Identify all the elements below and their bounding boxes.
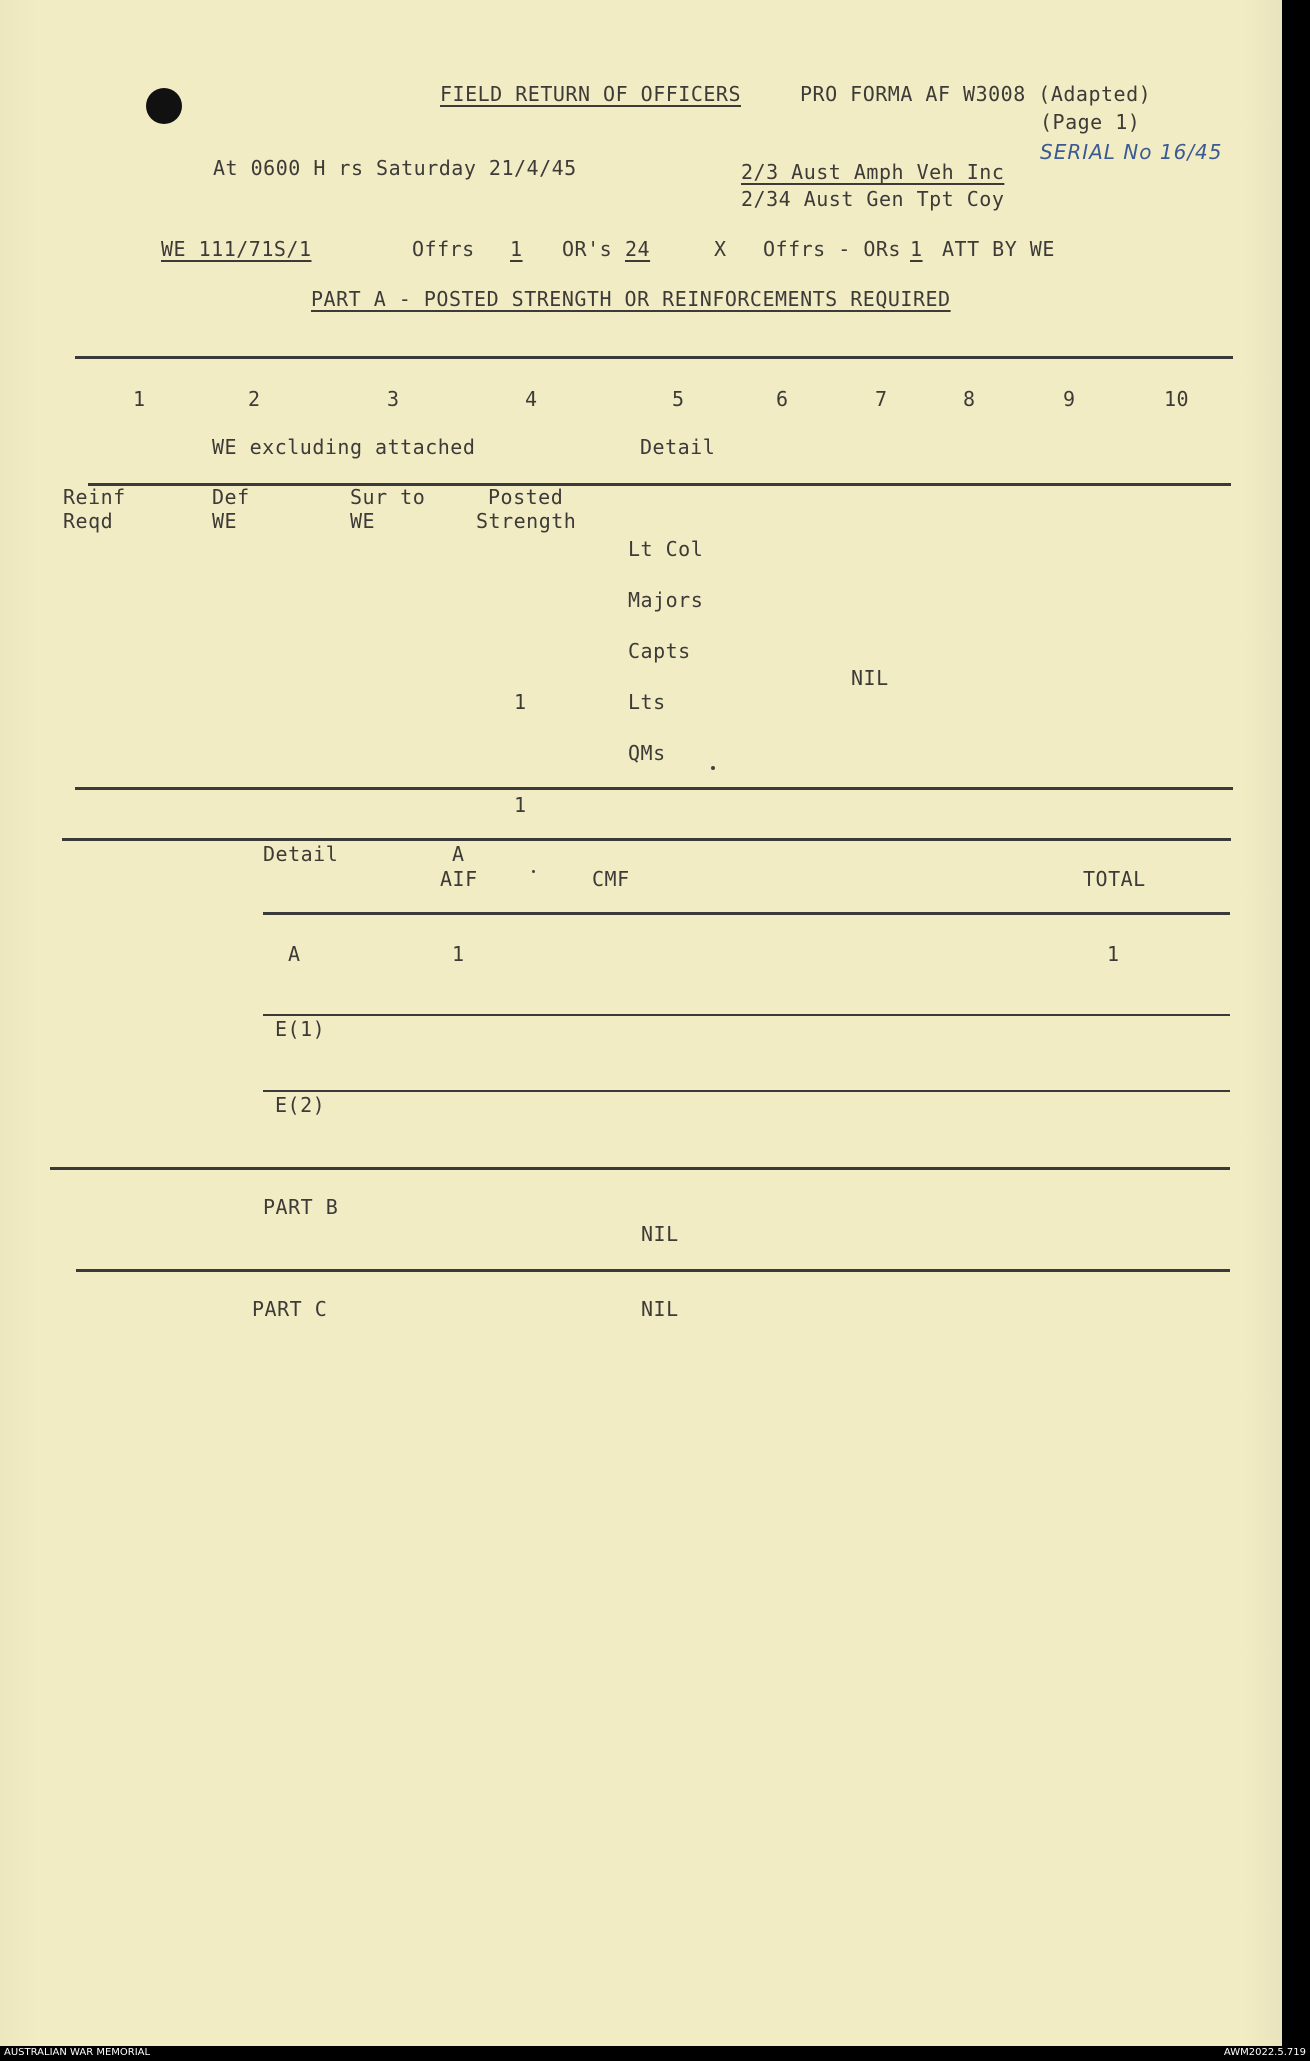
row-e1-label: E(1) (275, 1017, 326, 1041)
serial-number-handwritten: SERIAL No 16/45 (1040, 140, 1223, 164)
row-e2-label: E(2) (275, 1093, 326, 1117)
column-number-1: 1 (133, 387, 146, 411)
nil-marker: NIL (851, 666, 889, 690)
we-reference: WE 111/71S/1 (161, 237, 312, 261)
att-prefix: Offrs - ORs (763, 237, 901, 261)
row-a-aif-value: 1 (452, 942, 465, 966)
ink-dot (711, 766, 715, 770)
rank-majors: Majors (628, 588, 704, 612)
column-number-2: 2 (248, 387, 261, 411)
rank-lts: Lts (628, 690, 666, 714)
part-b-value: NIL (641, 1222, 679, 1246)
column-number-3: 3 (387, 387, 400, 411)
def-header-line2: WE (212, 509, 238, 533)
part-c-top-rule (76, 1269, 1230, 1272)
totals-rule (75, 787, 1233, 790)
offrs-label: Offrs (412, 237, 475, 261)
row-e1-rule (263, 1090, 1230, 1092)
a-aif-header-line1: A (452, 842, 465, 866)
ors-label: OR's (562, 237, 613, 261)
footer-archive-id: AWM2022.5.719 (1223, 2047, 1306, 2058)
lts-posted-strength: 1 (514, 690, 527, 714)
unit-line-1: 2/3 Aust Amph Veh Inc (741, 160, 1005, 184)
att-value: 1 (910, 237, 923, 261)
reinf-header-line1: Reinf (63, 485, 126, 509)
att-suffix: ATT BY WE (942, 237, 1055, 261)
a-aif-header-line2: AIF (440, 867, 478, 891)
posted-header-line2: Strength (476, 509, 577, 533)
total-header: TOTAL (1083, 867, 1146, 891)
footer-archive-name: AUSTRALIAN WAR MEMORIAL (4, 2047, 151, 2058)
column-number-5: 5 (672, 387, 685, 411)
page-number: (Page 1) (1040, 110, 1141, 134)
column-number-8: 8 (963, 387, 976, 411)
row-a-rule (263, 1014, 1230, 1016)
x-marker: X (714, 237, 727, 261)
cmf-header: CMF (592, 867, 630, 891)
posted-strength-total: 1 (514, 793, 527, 817)
column-number-4: 4 (525, 387, 538, 411)
sur-header-line2: WE (350, 509, 376, 533)
summary-header-rule (263, 912, 1230, 915)
unit-line-2: 2/34 Aust Gen Tpt Coy (741, 187, 1005, 211)
part-b-top-rule (50, 1167, 1230, 1170)
row-a-label: A (288, 942, 301, 966)
offrs-value: 1 (510, 237, 523, 261)
posted-header-line1: Posted (488, 485, 564, 509)
pro-forma-label: PRO FORMA AF W3008 (Adapted) (800, 82, 1152, 106)
def-header-line1: Def (212, 485, 250, 509)
row-a-total-value: 1 (1107, 942, 1120, 966)
part-a-heading: PART A - POSTED STRENGTH OR REINFORCEMENTS REQUIRED (311, 287, 951, 311)
summary-detail-header: Detail (263, 842, 339, 866)
rank-qms: QMs (628, 741, 666, 765)
part-c-label: PART C (252, 1297, 328, 1321)
punch-hole (146, 88, 182, 124)
rank-lt-col: Lt Col (628, 537, 704, 561)
table-top-rule (75, 356, 1233, 359)
reinf-header-line2: Reqd (63, 509, 114, 533)
ors-value: 24 (625, 237, 651, 261)
column-number-9: 9 (1063, 387, 1076, 411)
ink-dot-small (532, 870, 535, 873)
header-rule (88, 483, 1231, 486)
column-number-6: 6 (776, 387, 789, 411)
part-c-value: NIL (641, 1297, 679, 1321)
column-number-7: 7 (875, 387, 888, 411)
rank-capts: Capts (628, 639, 691, 663)
document-title: FIELD RETURN OF OFFICERS (440, 82, 741, 106)
summary-top-rule (62, 838, 1231, 841)
time-date-line: At 0600 H rs Saturday 21/4/45 (213, 156, 577, 180)
detail-group-label: Detail (640, 435, 716, 459)
column-number-10: 10 (1164, 387, 1190, 411)
we-excluding-attached-label: WE excluding attached (212, 435, 476, 459)
sur-header-line1: Sur to (350, 485, 426, 509)
part-b-label: PART B (263, 1195, 339, 1219)
